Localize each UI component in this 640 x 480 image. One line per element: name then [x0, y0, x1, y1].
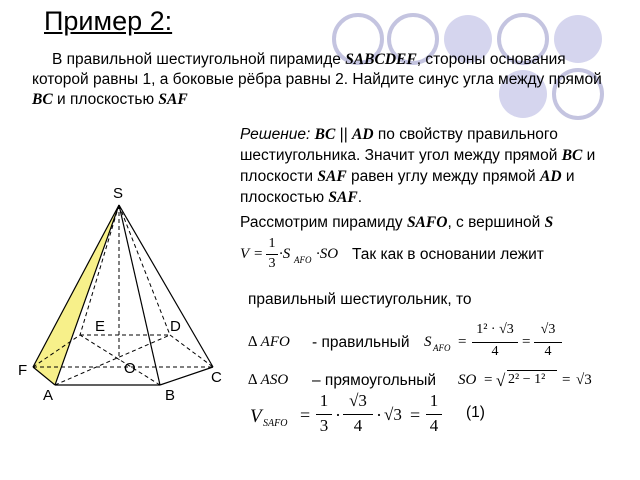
tri2-text: – прямоугольный	[312, 372, 437, 389]
vol-text: Так как в основании лежит	[352, 246, 544, 263]
v-eq-2: =	[410, 405, 421, 425]
sol-line2-math: SAFO	[406, 214, 448, 231]
sol-math-saf-2: SAF	[328, 189, 358, 206]
diag-ad	[55, 335, 170, 385]
sol-line2-text-a: Рассмотрим пирамиду	[240, 214, 407, 231]
edge-bc	[160, 367, 213, 385]
area-den: 4	[491, 344, 499, 359]
edge-dc	[170, 335, 213, 367]
label-f: F	[18, 362, 28, 379]
label-s: S	[113, 185, 124, 202]
edge-sc	[119, 205, 213, 367]
vol-so: ·SO	[316, 246, 339, 262]
so-lhs: SO	[458, 372, 477, 388]
problem-math-1: SABCDEF	[345, 51, 417, 68]
v-sub: SAFO	[263, 418, 288, 429]
label-a: A	[43, 387, 54, 404]
v-dot-1: ·	[335, 405, 341, 425]
edge-sa	[55, 205, 119, 385]
v-den-3: 4	[429, 416, 439, 435]
edge-sf	[33, 205, 119, 367]
so-result: √3	[576, 372, 592, 388]
sol-text-3: равен углу между прямой	[346, 168, 540, 185]
label-e: E	[95, 318, 106, 335]
vol-eq: =	[254, 246, 263, 262]
so-radicand: 2² − 1²	[508, 372, 546, 387]
label-c: C	[211, 369, 222, 386]
sol-math-bc: BC	[314, 126, 336, 143]
v-num-1: 1	[319, 391, 329, 410]
tri2-delta: ∆ ASO	[248, 372, 289, 388]
sol-line2-text-b: , с вершиной	[447, 214, 545, 231]
sol-text-5: .	[357, 189, 363, 206]
sol-text-1: по свойству правильного шестиугольника. Значит угол между прямой	[240, 126, 562, 164]
sol-line2-math-2: S	[544, 214, 554, 231]
so-eq-2: =	[562, 372, 571, 388]
area-num-2: √3	[540, 322, 556, 337]
sol-text-parallel: ||	[335, 126, 353, 143]
vol-s: ·S	[279, 246, 291, 262]
problem-text-2: , стороны основания которой равны 1, а боковые рёбра равны 2. Найдите синус угла между прямой	[32, 51, 602, 88]
v-dot-2: ·	[376, 405, 382, 425]
label-b: B	[165, 387, 176, 404]
label-o: O	[124, 360, 136, 377]
sol-math-bc-2: BC	[561, 147, 583, 164]
problem-math-3: SAF	[158, 91, 188, 108]
vol-num: 1	[268, 236, 276, 251]
v-den-1: 3	[319, 416, 329, 435]
sol-text-2: и плоскости	[240, 147, 596, 185]
sol-math-saf: SAF	[317, 168, 347, 185]
v-den-2: 4	[353, 416, 363, 435]
solution-label: Решение:	[240, 126, 311, 143]
equation-number: (1)	[466, 404, 485, 421]
area-num: 1² · √3	[476, 322, 514, 337]
vol-sub: AFO	[294, 255, 312, 265]
vol-den: 3	[268, 256, 276, 271]
label-d: D	[170, 318, 181, 335]
v-lhs: V	[250, 406, 262, 427]
problem-text-1: В правильной шестиугольной пирамиде	[52, 51, 346, 68]
problem-math-2: BC	[32, 91, 53, 108]
area-den-2: 4	[544, 344, 552, 359]
tri1-text: - правильный	[312, 334, 410, 351]
v-num-2: √3	[349, 391, 367, 410]
sol-math-ad: AD	[352, 126, 374, 143]
hex-text: правильный шестиугольник, то	[248, 291, 472, 308]
area-eq: =	[458, 334, 467, 350]
sol-math-ad-2: AD	[540, 168, 562, 185]
v-eq: =	[300, 405, 311, 425]
v-root: √3	[384, 405, 402, 424]
page-title: Пример 2:	[44, 6, 173, 36]
area-eq-2: =	[522, 334, 531, 350]
diag-be	[80, 335, 160, 385]
edge-sb	[119, 205, 160, 385]
problem-text-3: и плоскостью	[52, 91, 159, 108]
vol-lhs: V	[240, 246, 250, 262]
v-num-3: 1	[429, 391, 439, 410]
tri1-delta: ∆ AFO	[248, 334, 290, 350]
area-sub: AFO	[433, 343, 451, 353]
area-lhs: S	[424, 334, 432, 350]
so-eq: =	[484, 372, 493, 388]
so-radical: √	[496, 371, 506, 390]
sol-text-4: и плоскостью	[240, 168, 575, 206]
